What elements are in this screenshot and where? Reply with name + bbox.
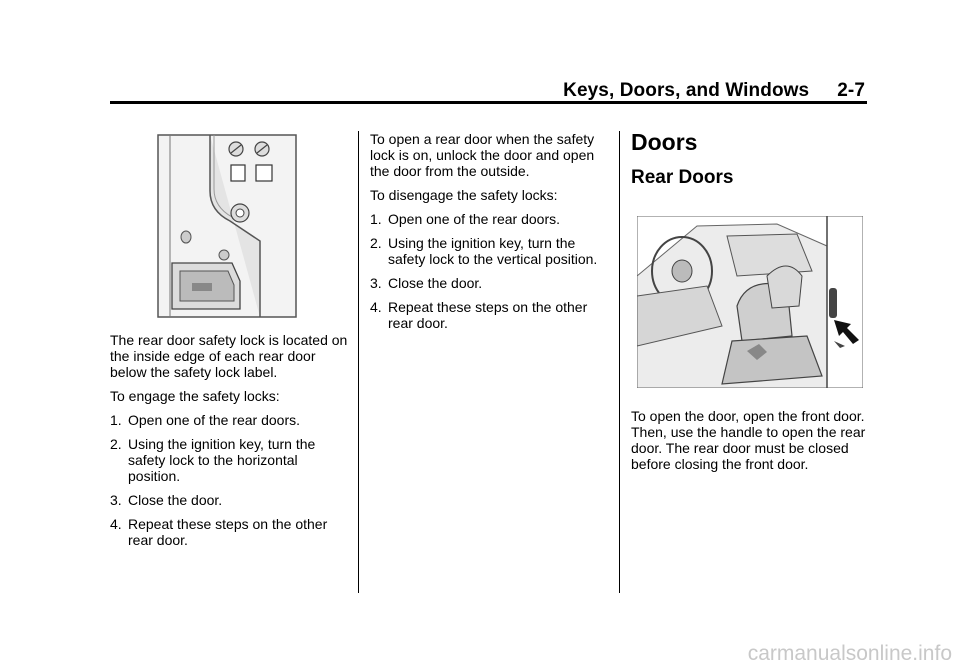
column-2 — [370, 131, 610, 339]
step-text: Repeat these steps on the other rear door. — [128, 516, 328, 548]
step-text: Close the door. — [388, 275, 483, 291]
step-number: 3. — [370, 275, 382, 291]
step-text: Close the door. — [128, 492, 223, 508]
list-item — [370, 211, 610, 227]
col3-paragraph-1: To open the door, open the front door. Then, use the handle to open the rear door. The rear door must be closed before closing the front door. — [631, 408, 866, 472]
list-item — [110, 492, 350, 508]
col1-paragraph-1: The rear door safety lock is located on the inside edge of each rear door below the safety lock label. — [110, 332, 348, 380]
header-rule — [110, 101, 867, 104]
col1-paragraph-2: To engage the safety locks: — [110, 388, 280, 404]
column-divider-2 — [619, 131, 620, 593]
step-text: Repeat these steps on the other rear door. — [388, 299, 588, 331]
section-title: Keys, Doors, and Windows — [563, 80, 810, 101]
column-1 — [110, 131, 350, 556]
list-item — [110, 516, 350, 548]
step-text: Using the ignition key, turn the safety lock to the horizontal position. — [128, 436, 316, 484]
column-3-text — [631, 408, 871, 480]
step-number: 1. — [110, 412, 122, 428]
step-text: Open one of the rear doors. — [128, 412, 300, 428]
step-text: Open one of the rear doors. — [388, 211, 560, 227]
col2-paragraph-2: To disengage the safety locks: — [370, 187, 558, 203]
list-item — [370, 235, 610, 267]
rear-door-illustration — [637, 216, 863, 388]
list-item — [110, 436, 350, 484]
list-item — [370, 299, 610, 331]
step-number: 3. — [110, 492, 122, 508]
engage-steps-list — [110, 412, 350, 548]
safety-lock-illustration — [110, 131, 350, 319]
step-number: 4. — [110, 516, 122, 532]
step-text: Using the ignition key, turn the safety lock to the vertical position. — [388, 235, 598, 267]
step-number: 1. — [370, 211, 382, 227]
disengage-steps-list — [370, 211, 610, 331]
footer-watermark: carmanualsonline.info — [747, 642, 952, 665]
step-number: 2. — [370, 235, 382, 251]
col2-paragraph-1: To open a rear door when the safety lock is on, unlock the door and open the door from the outside. — [370, 131, 595, 179]
list-item — [370, 275, 610, 291]
step-number: 2. — [110, 436, 122, 452]
page-number: 2-7 — [837, 80, 865, 101]
doors-heading: Doors — [631, 129, 698, 155]
step-number: 4. — [370, 299, 382, 315]
rear-doors-heading: Rear Doors — [631, 167, 734, 188]
list-item — [110, 412, 350, 428]
header-text — [563, 80, 865, 102]
column-divider-1 — [358, 131, 359, 593]
